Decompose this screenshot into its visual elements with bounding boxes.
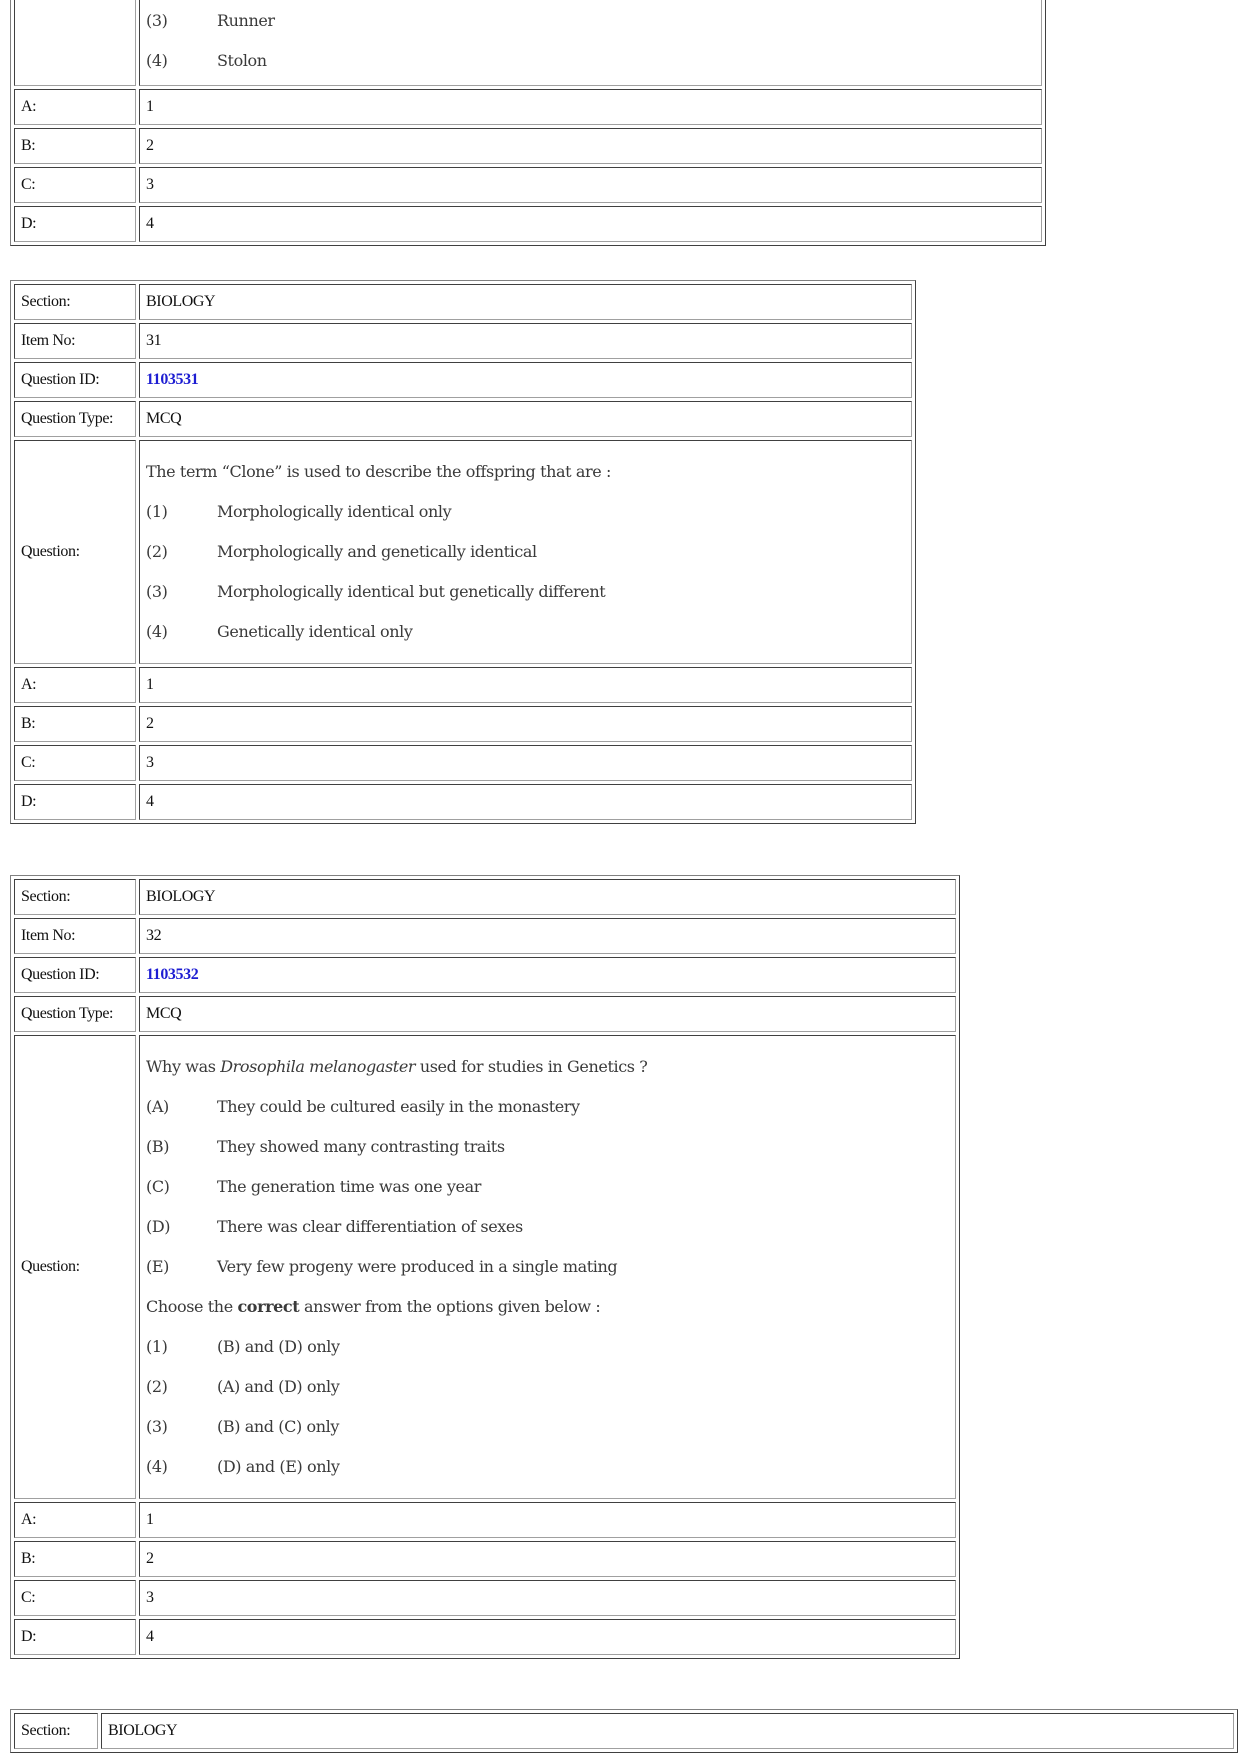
- question-id-link[interactable]: 1103532: [139, 957, 956, 993]
- question-content: [139, 440, 912, 664]
- answer-c-label: C:: [14, 1580, 136, 1616]
- question-label: Question:: [14, 440, 136, 664]
- answer-d-label: D:: [14, 784, 136, 820]
- question-card-previous: [10, 0, 1046, 246]
- answer-b-label: B:: [14, 1541, 136, 1577]
- section-label: Section:: [14, 1713, 98, 1749]
- option-line: (1) (B) and (D) only: [146, 1337, 340, 1356]
- section-value: BIOLOGY: [139, 879, 956, 915]
- answer-b-label: B:: [14, 128, 136, 164]
- instruction-line: Choose the correct answer from the options given below :: [146, 1297, 601, 1316]
- item-no-value: 31: [139, 323, 912, 359]
- option-line: (4) Stolon: [146, 51, 267, 70]
- answer-c-value: 3: [139, 1580, 956, 1616]
- question-type-label: Question Type:: [14, 996, 136, 1032]
- answer-a-label: A:: [14, 89, 136, 125]
- answer-d-value: 4: [139, 206, 1042, 242]
- statement-line: (B) They showed many contrasting traits: [146, 1137, 505, 1156]
- question-content: [139, 0, 1042, 86]
- answer-a-value: 1: [139, 89, 1042, 125]
- item-no-value: 32: [139, 918, 956, 954]
- option-line: (3) (B) and (C) only: [146, 1417, 340, 1436]
- answer-b-value: 2: [139, 706, 912, 742]
- question-type-value: MCQ: [139, 401, 912, 437]
- question-id-label: Question ID:: [14, 362, 136, 398]
- question-card-33: [10, 1709, 1238, 1753]
- section-label: Section:: [14, 879, 136, 915]
- question-label-cell: [14, 0, 136, 86]
- answer-c-label: C:: [14, 167, 136, 203]
- option-line: (3) Morphologically identical but genetically different: [146, 582, 606, 601]
- answer-c-value: 3: [139, 745, 912, 781]
- item-no-label: Item No:: [14, 323, 136, 359]
- answer-d-label: D:: [14, 1619, 136, 1655]
- option-line: (2) Morphologically and genetically identical: [146, 542, 537, 561]
- item-no-label: Item No:: [14, 918, 136, 954]
- option-line: (2) (A) and (D) only: [146, 1377, 340, 1396]
- option-line: (4) (D) and (E) only: [146, 1457, 340, 1476]
- statement-line: (D) There was clear differentiation of sexes: [146, 1217, 523, 1236]
- section-label: Section:: [14, 284, 136, 320]
- answer-c-value: 3: [139, 167, 1042, 203]
- answer-a-label: A:: [14, 1502, 136, 1538]
- question-stem: Why was Drosophila melanogaster used for studies in Genetics ?: [146, 1057, 648, 1076]
- option-line: (4) Genetically identical only: [146, 622, 413, 641]
- section-value: BIOLOGY: [139, 284, 912, 320]
- question-type-label: Question Type:: [14, 401, 136, 437]
- statement-line: (A) They could be cultured easily in the monastery: [146, 1097, 580, 1116]
- statement-line: (E) Very few progeny were produced in a single mating: [146, 1257, 618, 1276]
- option-line: (3) Runner: [146, 11, 275, 30]
- section-value: BIOLOGY: [101, 1713, 1234, 1749]
- question-card-31: [10, 280, 916, 824]
- answer-b-label: B:: [14, 706, 136, 742]
- option-line: (1) Morphologically identical only: [146, 502, 452, 521]
- question-label: Question:: [14, 1035, 136, 1499]
- answer-a-value: 1: [139, 1502, 956, 1538]
- answer-b-value: 2: [139, 128, 1042, 164]
- question-card-32: [10, 875, 960, 1659]
- answer-b-value: 2: [139, 1541, 956, 1577]
- species-name: Drosophila melanogaster: [220, 1057, 416, 1076]
- answer-d-label: D:: [14, 206, 136, 242]
- answer-d-value: 4: [139, 1619, 956, 1655]
- answer-a-value: 1: [139, 667, 912, 703]
- statement-line: (C) The generation time was one year: [146, 1177, 481, 1196]
- answer-d-value: 4: [139, 784, 912, 820]
- question-id-label: Question ID:: [14, 957, 136, 993]
- question-content: [139, 1035, 956, 1499]
- question-type-value: MCQ: [139, 996, 956, 1032]
- answer-a-label: A:: [14, 667, 136, 703]
- answer-c-label: C:: [14, 745, 136, 781]
- question-stem: The term “Clone” is used to describe the offspring that are :: [146, 462, 612, 481]
- question-id-link[interactable]: 1103531: [139, 362, 912, 398]
